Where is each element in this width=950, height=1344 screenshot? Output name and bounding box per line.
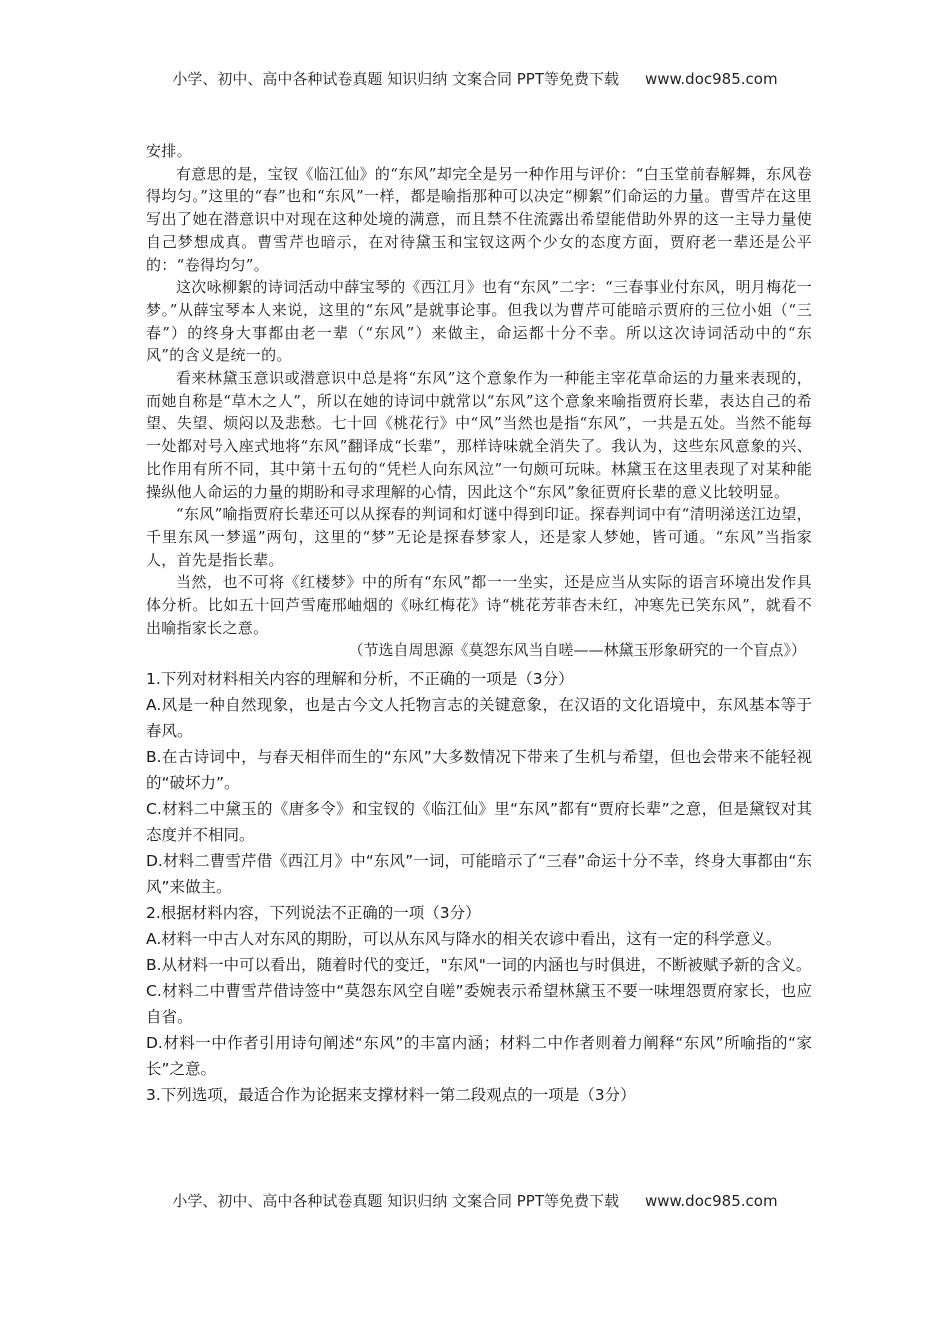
- passage-paragraph-0: 安排。: [146, 142, 192, 160]
- header-url[interactable]: www.doc985.com: [644, 70, 778, 88]
- passage-paragraph-5: 当然，也不可将《红楼梦》中的所有“东风”都一一坐实，还是应当从实际的语言环境出发作具体分析。比如五十回芦雪庵邢岫烟的《咏红梅花》诗“桃花芳菲杏未红，冲寒先已笑东风”，就看不出喻指家长之意。: [146, 573, 812, 637]
- question-stem: 1.下列对材料相关内容的理解和分析，不正确的一项是（3分）: [146, 670, 574, 689]
- footer-text: 小学、初中、高中各种试卷真题 知识归纳 文案合同 PPT等免费下载: [172, 1192, 619, 1210]
- option-b: B.从材料一中可以看出，随着时代的变迁，"东风"一词的内涵也与时俱进，不断被赋予新的含义。: [146, 956, 812, 975]
- question-stem: 2.根据材料内容，下列说法不正确的一项（3分）: [146, 904, 481, 923]
- page-header: [0, 68, 950, 89]
- option-a: A.材料一中古人对东风的期盼，可以从东风与降水的相关农谚中看出，这有一定的科学意义。: [146, 930, 782, 949]
- option-c: C.材料二中曹雪芹借诗签中“莫怨东风空自嗟”委婉表示希望林黛玉不要一味埋怨贾府家长，也应自省。: [146, 982, 812, 1027]
- passage-source: （节选自周思源《莫怨东风当自嗟——林黛玉形象研究的一个盲点》）: [348, 641, 806, 660]
- option-d: D.材料二曹雪芹借《西江月》中“东风”一词，可能暗示了“三春”命运十分不幸，终身大事都由“东风”来做主。: [146, 852, 812, 897]
- document-body: [146, 140, 812, 1108]
- passage-paragraph-3: 看来林黛玉意识或潜意识中总是将“东风”这个意象作为一种能主宰花草命运的力量来表现的，而她自称是“草木之人”，所以在她的诗词中就常以“东风”这个意象来喻指贾府长辈，表达自己的希望、失望、烦闷以及悲愁。七十回《桃花行》中“风”当然也是指“东风”，一共是五处。当然不能每一处都对号入座式地将“东风”翻译成“长辈”，那样诗味就全消失了。我认为，这些东风意象的兴、比作用有所不同，其中第十五句的“凭栏人向东风泣”一句颇可玩味。林黛玉在这里表现了对某种能操纵他人命运的力量的期盼和寻求理解的心情，因此这个“东风”象征贾府长辈的意义比较明显。: [146, 369, 812, 501]
- header-text: 小学、初中、高中各种试卷真题 知识归纳 文案合同 PPT等免费下载: [172, 70, 619, 88]
- passage-paragraph-2: 这次咏柳絮的诗词活动中薛宝琴的《西江月》也有“东风”二字：“三春事业付东风，明月梅花一梦。”从薛宝琴本人来说，这里的“东风”是就事论事。但我以为曹芹可能暗示贾府的三位小姐（“三春”）的终身大事都由老一辈（“东风”）来做主，命运都十分不幸。所以这次诗词活动中的“东风”的含义是统一的。: [146, 278, 812, 365]
- question-list: [146, 666, 812, 1108]
- option-d: D.材料一中作者引用诗句阐述“东风”的丰富内涵；材料二中作者则着力阐释“东风”所喻指的“家长”之意。: [146, 1034, 812, 1079]
- option-a: A.风是一种自然现象，也是古今文人托物言志的关键意象，在汉语的文化语境中，东风基本等于春风。: [146, 696, 812, 741]
- question-2: [146, 900, 812, 1082]
- question-3: [146, 1082, 812, 1108]
- passage-paragraph-4: “东风”喻指贾府长辈还可以从探春的判词和灯谜中得到印证。探春判词中有“清明涕送江边望，千里东风一梦遥”两句，这里的“梦”无论是探春梦家人，还是家人梦她，皆可通。“东风”当指家人，首先是指长辈。: [146, 505, 812, 569]
- footer-url[interactable]: www.doc985.com: [644, 1192, 778, 1210]
- option-b: B.在古诗词中，与春天相伴而生的“东风”大多数情况下带来了生机与希望，但也会带来不能轻视的“破坏力”。: [146, 748, 812, 793]
- question-stem: 3.下列选项，最适合作为论据来支撑材料一第二段观点的一项是（3分）: [146, 1086, 636, 1105]
- passage-paragraph-1: 有意思的是，宝钗《临江仙》的“东风”却完全是另一种作用与评价：“白玉堂前春解舞，东风卷得均匀。”这里的“春”也和“东风”一样，都是喻指那种可以决定“柳絮”们命运的力量。曹雪芹在这里写出了她在潜意识中对现在这种处境的满意，而且禁不住流露出希望能借助外界的这一主导力量使自己梦想成真。曹雪芹也暗示，在对待黛玉和宝钗这两个少女的态度方面，贾府老一辈还是公平的：“卷得均匀”。: [146, 164, 812, 274]
- question-1: [146, 666, 812, 900]
- option-c: C.材料二中黛玉的《唐多令》和宝钗的《临江仙》里“东风”都有“贾府长辈”之意，但是黛钗对其态度并不相同。: [146, 800, 812, 845]
- page-footer: [0, 1190, 950, 1211]
